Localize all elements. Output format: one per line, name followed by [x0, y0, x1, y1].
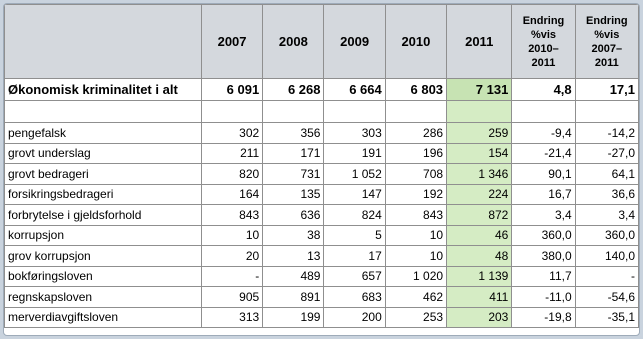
value-cell: 820 — [201, 164, 262, 185]
table-row — [5, 307, 639, 328]
table-row — [5, 246, 639, 267]
table-row — [5, 184, 639, 205]
header-row — [5, 5, 639, 79]
header-change-2010-2011 — [512, 5, 575, 79]
value-cell: 135 — [263, 184, 324, 205]
value-cell: 10 — [385, 225, 446, 246]
table-row — [5, 164, 639, 185]
table-row — [5, 123, 639, 144]
value-cell: 356 — [263, 123, 324, 144]
row-label: bokføringsloven — [5, 266, 202, 287]
empty-cell — [201, 101, 262, 123]
value-cell: 1 052 — [324, 164, 385, 185]
empty-cell-2011 — [447, 101, 512, 123]
empty-cell — [512, 101, 575, 123]
empty-cell — [263, 101, 324, 123]
total-cell: 6 268 — [263, 79, 324, 101]
change-cell: 380,0 — [512, 246, 575, 267]
empty-cell — [5, 101, 202, 123]
header-change-line: 2011 — [531, 56, 556, 69]
value-cell: 199 — [263, 307, 324, 328]
value-cell-2011: 259 — [447, 123, 512, 144]
value-cell: 286 — [385, 123, 446, 144]
table-row — [5, 266, 639, 287]
empty-cell — [575, 101, 638, 123]
row-label: regnskapsloven — [5, 287, 202, 308]
value-cell: 191 — [324, 143, 385, 164]
change-cell: 16,7 — [512, 184, 575, 205]
value-cell: 303 — [324, 123, 385, 144]
value-cell: 17 — [324, 246, 385, 267]
row-label: grovt bedrageri — [5, 164, 202, 185]
header-change-line: Endring — [586, 14, 628, 27]
table-frame — [3, 3, 640, 336]
value-cell: 196 — [385, 143, 446, 164]
header-year-2009: 2009 — [324, 5, 385, 79]
row-label: forsikringsbedrageri — [5, 184, 202, 205]
value-cell: 636 — [263, 205, 324, 226]
value-cell: 708 — [385, 164, 446, 185]
empty-cell — [324, 101, 385, 123]
value-cell-2011: 1 346 — [447, 164, 512, 185]
change-cell: -9,4 — [512, 123, 575, 144]
value-cell-2011: 224 — [447, 184, 512, 205]
value-cell: 302 — [201, 123, 262, 144]
row-label: grovt underslag — [5, 143, 202, 164]
change-cell: 140,0 — [575, 246, 638, 267]
header-label-cell — [5, 5, 202, 79]
value-cell-2011: 154 — [447, 143, 512, 164]
change-cell: 11,7 — [512, 266, 575, 287]
header-change-line: 2010– — [528, 42, 559, 55]
change-cell: - — [575, 266, 638, 287]
change-cell: 360,0 — [512, 225, 575, 246]
value-cell-2011: 872 — [447, 205, 512, 226]
header-change-line: %vis — [594, 28, 620, 41]
table-row — [5, 205, 639, 226]
header-change-2007-2011 — [575, 5, 638, 79]
spacer-row — [5, 101, 639, 123]
header-year-2007: 2007 — [201, 5, 262, 79]
data-rows — [5, 123, 639, 328]
value-cell: 843 — [385, 205, 446, 226]
table-row — [5, 287, 639, 308]
value-cell: 683 — [324, 287, 385, 308]
change-cell: -21,4 — [512, 143, 575, 164]
value-cell: 171 — [263, 143, 324, 164]
change-cell: 3,4 — [512, 205, 575, 226]
value-cell: 211 — [201, 143, 262, 164]
total-cell: 6 091 — [201, 79, 262, 101]
value-cell-2011: 48 — [447, 246, 512, 267]
change-cell: 64,1 — [575, 164, 638, 185]
header-change-line: Endring — [522, 14, 565, 27]
total-label: Økonomisk kriminalitet i alt — [5, 79, 202, 101]
value-cell: 731 — [263, 164, 324, 185]
value-cell: 10 — [385, 246, 446, 267]
change-cell: 3,4 — [575, 205, 638, 226]
total-row — [5, 79, 639, 101]
value-cell-2011: 1 139 — [447, 266, 512, 287]
value-cell: 5 — [324, 225, 385, 246]
row-label: grov korrupsjon — [5, 246, 202, 267]
header-year-2011: 2011 — [447, 5, 512, 79]
header-change-line: 2011 — [594, 56, 619, 69]
change-cell: 90,1 — [512, 164, 575, 185]
value-cell: 192 — [385, 184, 446, 205]
row-label: pengefalsk — [5, 123, 202, 144]
value-cell: 164 — [201, 184, 262, 205]
row-label: korrupsjon — [5, 225, 202, 246]
total-cell: 6 803 — [385, 79, 446, 101]
change-cell: 36,6 — [575, 184, 638, 205]
value-cell: 200 — [324, 307, 385, 328]
change-cell: -35,1 — [575, 307, 638, 328]
change-cell: -14,2 — [575, 123, 638, 144]
value-cell: 10 — [201, 225, 262, 246]
total-change-cell: 17,1 — [575, 79, 638, 101]
header-change-line: %vis — [530, 28, 557, 41]
table-row — [5, 143, 639, 164]
value-cell: 313 — [201, 307, 262, 328]
total-cell-2011: 7 131 — [447, 79, 512, 101]
change-cell: 360,0 — [575, 225, 638, 246]
value-cell: 38 — [263, 225, 324, 246]
value-cell: 147 — [324, 184, 385, 205]
value-cell: 1 020 — [385, 266, 446, 287]
value-cell: 253 — [385, 307, 446, 328]
value-cell: 891 — [263, 287, 324, 308]
header-year-2010: 2010 — [385, 5, 446, 79]
value-cell: 824 — [324, 205, 385, 226]
value-cell: 657 — [324, 266, 385, 287]
value-cell: 20 — [201, 246, 262, 267]
row-label: merverdiavgiftsloven — [5, 307, 202, 328]
value-cell: 489 — [263, 266, 324, 287]
value-cell-2011: 411 — [447, 287, 512, 308]
value-cell-2011: 203 — [447, 307, 512, 328]
crime-statistics-table — [4, 4, 639, 328]
value-cell: 843 — [201, 205, 262, 226]
header-change-line: 2007– — [591, 42, 623, 55]
empty-cell — [385, 101, 446, 123]
total-change-cell: 4,8 — [512, 79, 575, 101]
value-cell: 13 — [263, 246, 324, 267]
table-row — [5, 225, 639, 246]
value-cell: 462 — [385, 287, 446, 308]
header-year-2008: 2008 — [263, 5, 324, 79]
value-cell: 905 — [201, 287, 262, 308]
change-cell: -27,0 — [575, 143, 638, 164]
value-cell-2011: 46 — [447, 225, 512, 246]
row-label: forbrytelse i gjeldsforhold — [5, 205, 202, 226]
change-cell: -11,0 — [512, 287, 575, 308]
change-cell: -54,6 — [575, 287, 638, 308]
total-cell: 6 664 — [324, 79, 385, 101]
value-cell: - — [201, 266, 262, 287]
change-cell: -19,8 — [512, 307, 575, 328]
